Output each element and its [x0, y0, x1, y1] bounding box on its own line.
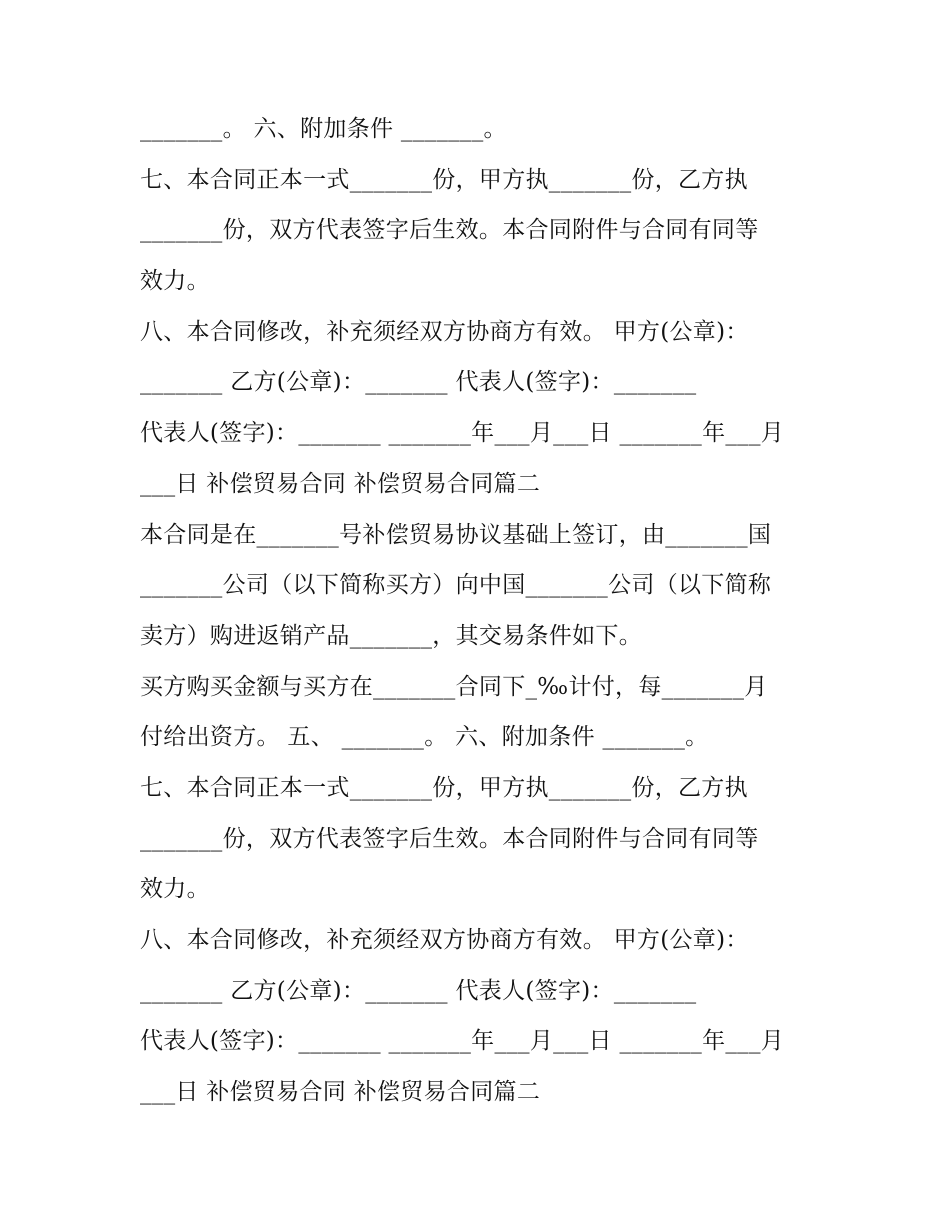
text-line: 七、本合同正本一式_______份，甲方执_______份，乙方执: [140, 166, 748, 193]
text-line: 八、本合同修改，补充须经双方协商方有效。 甲方(公章)：: [140, 318, 749, 345]
text-line: 代表人(签字)：_______ _______年___月___日 _______年___月: [140, 420, 785, 447]
text-line: 卖方）购进返销产品_______，其交易条件如下。: [140, 622, 642, 649]
text-line: _______份，双方代表签字后生效。本合同附件与合同有同等: [140, 825, 759, 852]
text-line: _______ 乙方(公章)：_______ 代表人(签字)：_______: [140, 977, 697, 1004]
text-line: 七、本合同正本一式_______份，甲方执_______份，乙方执: [140, 774, 748, 801]
text-line: 效力。: [140, 876, 210, 903]
text-line: 买方购买金额与买方在_______合同下_‰计付，每_______月: [140, 673, 768, 700]
text-line: ___日 补偿贸易合同 补偿贸易合同篇二: [140, 1079, 541, 1106]
text-line: 代表人(签字)：_______ _______年___月___日 _______年___月: [140, 1028, 785, 1055]
text-line: _______。 六、附加条件 _______。: [140, 116, 507, 142]
text-line: 付给出资方。 五、 _______。 六、附加条件 _______。: [140, 724, 709, 751]
text-line: _______公司（以下简称买方）向中国_______公司（以下简称: [140, 572, 772, 599]
text-line: ___日 补偿贸易合同 补偿贸易合同篇二: [140, 470, 541, 497]
text-line: 本合同是在_______号补偿贸易协议基础上签订，由_______国: [140, 521, 772, 548]
text-line: _______ 乙方(公章)：_______ 代表人(签字)：_______: [140, 369, 697, 396]
text-line: 效力。: [140, 268, 210, 295]
text-line: 八、本合同修改，补充须经双方协商方有效。 甲方(公章)：: [140, 927, 749, 953]
contract-text: [140, 104, 820, 1118]
text-line: _______份，双方代表签字后生效。本合同附件与合同有同等: [140, 217, 759, 244]
